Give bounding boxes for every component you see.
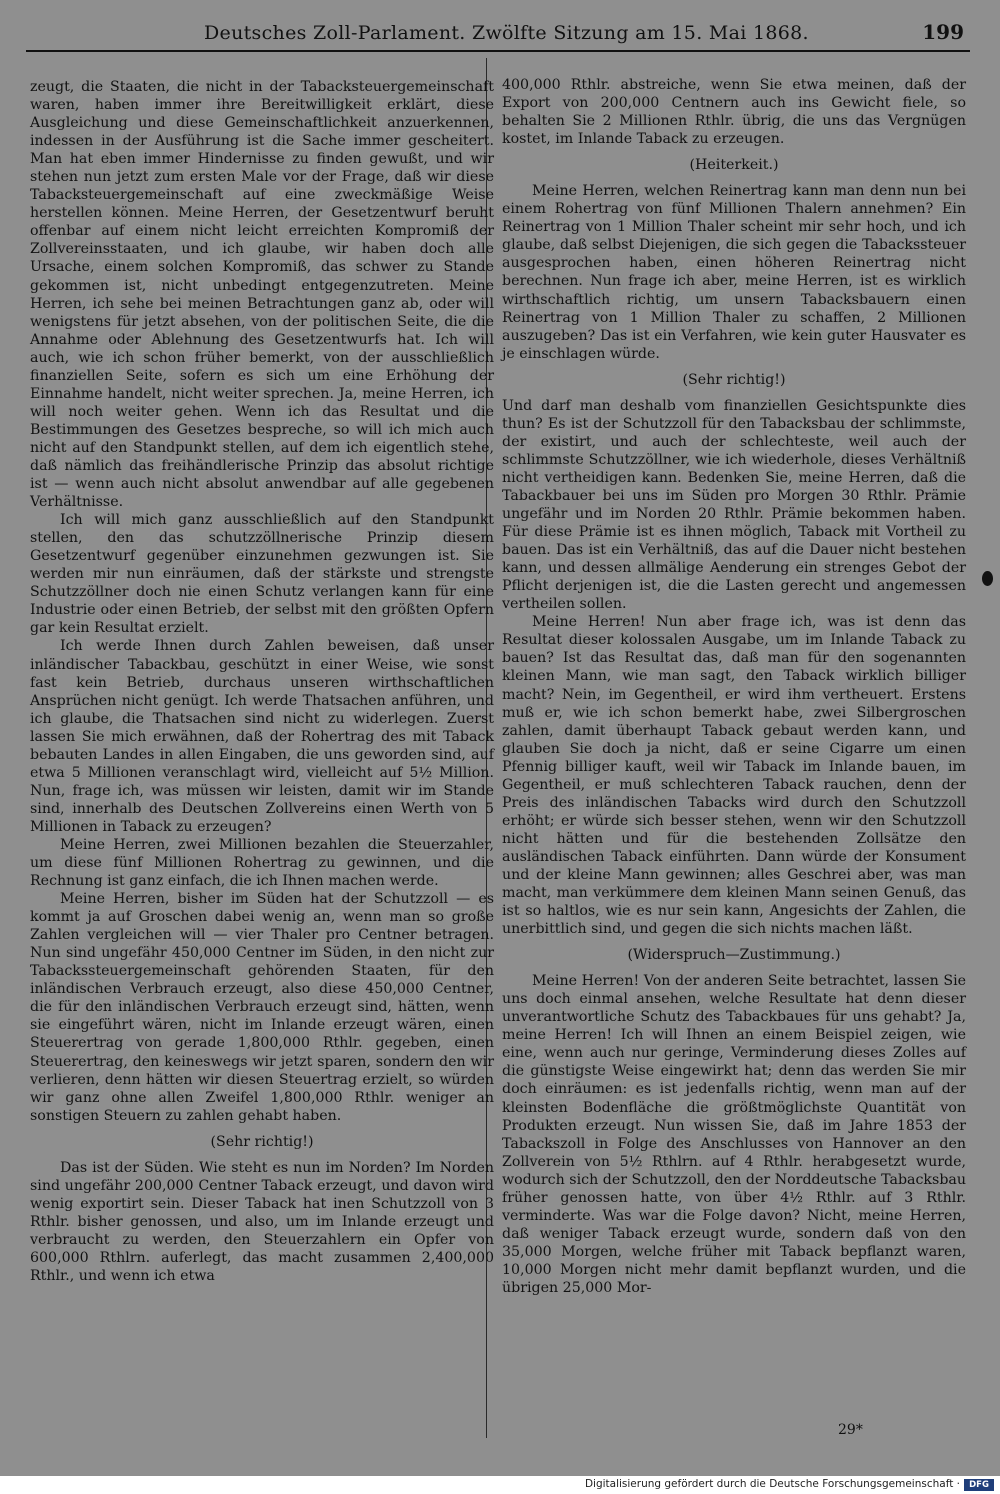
right-column xyxy=(502,76,966,1297)
paragraph: Ich will mich ganz ausschließlich auf den Standpunkt stellen, den das schutzzöllnerische Prinzip diesem Gesetzentwurf gegenüber einzunehmen gezwungen ist. Sie werden mir nun einräumen, daß der stärkste und strengste Schutzzöllner doch nie einen Schutz verlangen kann für eine Industrie oder einen Betrieb, der selbst mit den größten Opfern gar kein Resultat erzielt. xyxy=(30,512,494,637)
paragraph: Meine Herren, zwei Millionen bezahlen die Steuerzahler, um diese fünf Millionen Rohertrag zu gewinnen, und die Rechnung ist ganz einfach, die ich Ihnen machen werde. xyxy=(30,836,494,890)
signature-mark: 29* xyxy=(838,1422,863,1438)
running-title: Deutsches Zoll-Parlament. Zwölfte Sitzung am 15. Mai 1868. xyxy=(204,22,809,44)
paragraph: Das ist der Süden. Wie steht es nun im Norden? Im Norden sind ungefähr 200,000 Centner Taback erzeugt, und davon wird wenig exportirt sein. Dieser Taback hat inen Schutzzoll von 3 Rthlr. bisher genossen, und also, um im Inlande erzeugt und verbraucht zu werden, den Steuerzahlern ein Opfer von 600,000 Rthlrn. auferlegt, das macht zusammen 2,400,000 Rthlr., und wenn ich etwa xyxy=(30,1159,494,1285)
header-rule xyxy=(26,50,970,52)
paragraph: Meine Herren, welchen Reinertrag kann man denn nun bei einem Rohertrag von fünf Millionen Thalern annehmen? Ein Reinertrag von 1 Million Thaler scheint mir sehr hoch, und ich glaube, daß selbst Diejenigen, die sich gegen die Tabackssteuer ausgesprochen haben, einen höheren Reinertrag nicht berechnen. Nun frage ich aber, meine Herren, ist es wirklich wirthschaftlich richtig, um unsern Tabacksbauern einen Reinertrag von 1 Million Thaler zu schaffen, 2 Millionen auszugeben? Das ist ein Verfahren, wie kein guter Hausvater es je einschlagen würde. xyxy=(502,183,966,362)
interjection: (Sehr richtig!) xyxy=(210,1133,314,1150)
paragraph: zeugt, die Staaten, die nicht in der Tabacksteuergemeinschaft waren, haben immer ihre Bereitwilligkeit erklärt, diese Ausgleichung und diese Gemeinschaftlichkeit anzuerkennen, indessen in der Ausführung ist die Sache immer gescheitert. Man hat eben immer Hindernisse zu finden gewußt, und wir stehen nun jetzt zum ersten Male vor der Frage, daß wir diese Tabacksteuergemeinschaft auf eine zweckmäßige Weise herstellen können. Meine Herren, der Gesetzentwurf beruht offenbar auf einem nicht leicht erreichten Kompromiß der Zollvereinsstaaten, und ich glaube, wir haben doch alle Ursache, einem solchen Kompromiß, das schwer zu Stande gekommen ist, nicht unbedingt entgegenzutreten. Meine Herren, ich sehe bei meinen Betrachtungen ganz ab, oder will wenigstens für jetzt absehen, von der politischen Seite, die die Annahme oder Ablehnung des Gesetzentwurfs hat. Ich will auch, wie ich schon früher bemerkt, von der ausschließlich finanziellen Seite, sofern es sich um eine Erhöhung der Einnahme handelt, nicht weiter sprechen. Ja, meine Herren, ich will noch weiter gehen. Wenn ich das Resultat und die Bestimmungen des Gesetzes bespreche, so will ich mich auch nicht auf den Standpunkt stellen, auf dem ich eigentlich stehe, daß nämlich das freihändlerische Prinzip das absolut richtige ist — wenn auch nicht absolut anwendbar auf alle gegebenen Verhältnisse. xyxy=(30,79,494,511)
interjection: (Widerspruch—Zustimmung.) xyxy=(627,947,841,964)
footer-bar xyxy=(0,1476,1000,1494)
paragraph: Meine Herren, bisher im Süden hat der Schutzzoll — es kommt ja auf Groschen dabei wenig an, wenn man so große Zahlen vergleichen will — vier Thaler pro Centner betragen. Nun sind ungefähr 450,000 Centner im Süden, in den nicht zur Tabackssteuergemeinschaft gehörenden Staaten, für den inländischen Verbrauch erzeugt, also diese 450,000 Centner, die für den inländischen Verbrauch erzeugt sind, hätten, wenn sie eingeführt wären, nicht im Inlande erzeugt wären, einen Steuerertrag von gerade 1,800,000 Rthlr. gegeben, einen Steuerertrag, den keineswegs wir jetzt sparen, sondern den wir verlieren, denn hätten wir diesen Steuertrag erzielt, so würden wir ganz ohne allen Zweifel 1,800,000 Rthlr. weniger an sonstigen Steuern zu zahlen gehabt haben. xyxy=(30,891,494,1124)
paragraph: Ich werde Ihnen durch Zahlen beweisen, daß unser inländischer Tabackbau, geschützt in einer Weise, wie sonst fast kein Betrieb, durchaus unseren wirthschaftlichen Ansprüchen nicht genügt. Ich werde Thatsachen anführen, und ich glaube, die Thatsachen sind nicht zu widerlegen. Zuerst lassen Sie mich erwähnen, daß der Rohertrag des mit Taback bebauten Landes in allen Eingaben, die uns geworden sind, auf etwa 5 Millionen veranschlagt wird, vielleicht auf 5½ Million. Nun, frage ich, was müssen wir leisten, damit wir im Stande sind, innerhalb des Deutschen Zollvereins einen Werth von 5 Millionen in Taback zu erzeugen? xyxy=(30,638,494,835)
dfg-logo: DFG xyxy=(964,1479,994,1491)
interjection: (Heiterkeit.) xyxy=(689,157,779,174)
paragraph: Meine Herren! Von der anderen Seite betrachtet, lassen Sie uns doch einmal ansehen, welche Resultate hat denn dieser unverantwortliche Schutz des Tabackbaues für uns gehabt? Ja, meine Herren! Ich will Ihnen an einem Beispiel zeigen, wie eine, wenn auch nur geringe, Verminderung dieses Zolles auf die günstigste Weise eingewirkt hat; denn das werden Sie mir doch einräumen: es ist jedenfalls richtig, wenn man auf der kleinsten Bodenfläche die größtmöglichste Quantität von Produkten erzeugt. Nun wissen Sie, daß im Jahre 1853 der Tabackszoll in Folge des Anschlusses von Hannover an den Zollverein von 5½ Rthlrn. auf 4 Rthlr. herabgesetzt wurde, wodurch sich der Schutzzoll, den der Norddeutsche Tabacksbau früher genossen hatte, von über 4½ Rthlr. auf 3 Rthlr. verminderte. Was war die Folge davon? Nicht, meine Herren, daß weniger Taback erzeugt wurde, sondern daß von den 35,000 Morgen, welche früher mit Taback bepflanzt waren, 10,000 Morgen nicht mehr damit bepflanzt wurden, und die übrigen 25,000 Mor- xyxy=(502,973,966,1296)
interjection: (Sehr richtig!) xyxy=(682,371,786,388)
ink-blot xyxy=(982,571,993,586)
page-number: 199 xyxy=(922,20,964,44)
paragraph: Meine Herren! Nun aber frage ich, was ist denn das Resultat dieser kolossalen Ausgabe, um im Inlande Taback zu bauen? Ist das Resultat das, daß man für den sogenannten kleinen Mann, wie man sagt, den Taback wirklich billiger macht? Nein, im Gegentheil, er wird ihm vertheuert. Erstens muß er, wie ich schon bemerkt habe, zwei Silbergroschen zahlen, damit überhaupt Taback gebaut werden kann, und glauben Sie doch ja nicht, daß er seine Cigarre um einen Pfennig billiger kauft, weil wir Taback im Inlande bauen, im Gegentheil, er muß schlechteren Taback rauchen, denn der Preis des inländischen Tabacks wird durch den Schutzzoll erhöht; er würde sich besser stehen, wenn wir den Schutzzoll nicht hätten und für die bestehenden Zollsätze den ausländischen Taback einführten. Dann würde der Konsument und der kleine Mann gewinnen; alles Geschrei aber, was man macht, man verkümmere dem kleinen Mann seinen Genuß, das ist so haltlos, wie es nur sein kann, Angesichts der Zahlen, die unerbittlich sind, und gegen die sich nichts machen läßt. xyxy=(502,614,966,938)
page-header xyxy=(26,18,970,48)
left-column xyxy=(30,78,494,1285)
paragraph: Und darf man deshalb vom finanziellen Gesichtspunkte dies thun? Es ist der Schutzzoll für den Tabacksbau der schlimmste, der existirt, und auch der schlechteste, weil auch der schlimmste Schutzzöllner, wie ich wiederhole, dieses Verhältniß nicht vertheidigen kann. Bedenken Sie, meine Herren, daß die Tabackbauer bei uns im Süden pro Morgen 30 Rthlr. Prämie ungefähr und im Norden 20 Rthlr. Prämie bekommen haben. Für diese Prämie ist es ihnen möglich, Taback mit Vortheil zu bauen. Das ist ein Verhältniß, das auf die Dauer nicht bestehen kann, und dessen allmälige Aenderung ein strenges Gebot der Pflicht derjenigen ist, die die Lasten gerecht und angemessen vertheilen sollen. xyxy=(502,397,966,613)
paragraph: 400,000 Rthlr. abstreiche, wenn Sie etwa meinen, daß der Export von 200,000 Centnern auch ins Gewicht fiele, so behalten Sie 2 Millionen Rthlr. übrig, die uns das Vergnügen kostet, im Inlande Taback zu erzeugen. xyxy=(502,77,966,148)
funding-note: Digitalisierung gefördert durch die Deutsche Forschungsgemeinschaft · xyxy=(584,1478,960,1490)
